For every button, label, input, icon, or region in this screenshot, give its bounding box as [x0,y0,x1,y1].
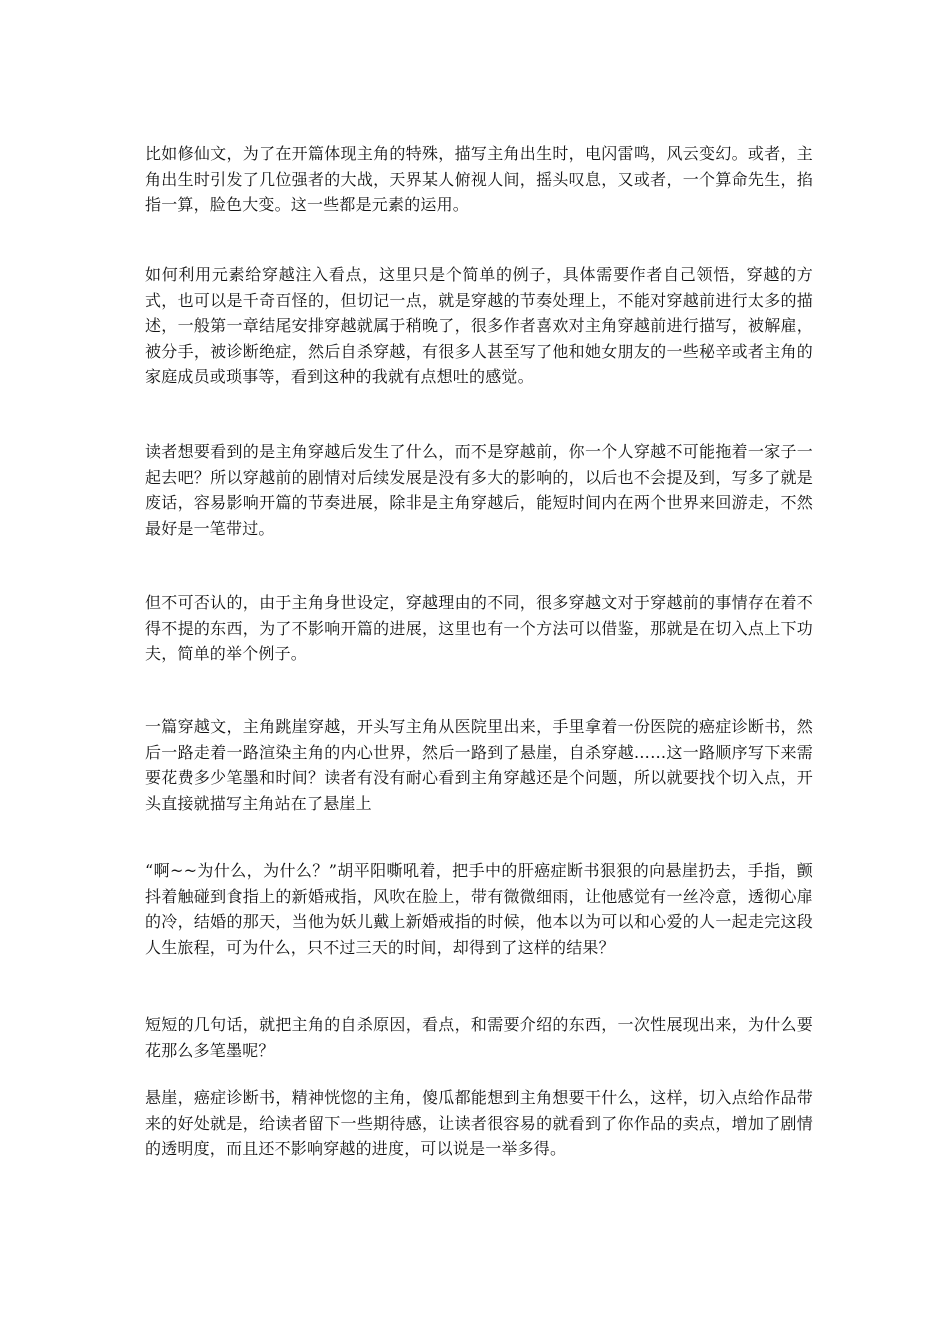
paragraph-story-excerpt: “啊~~为什么，为什么？”胡平阳嘶吼着，把手中的肝癌症断书狠狠的向悬崖扔去，手指，颤抖着触碰到食指上的新婚戒指，风吹在脸上，带有微微细雨，让他感觉有一丝冷意，透彻心扉的冷，结婚的那天，当他为妖儿戴上新婚戒指的时候，他本以为可以和心爱的人一起走完这段人生旅程，可为什么，只不过三天的时间，却得到了这样的结果？ [145,861,813,957]
paragraph-reader-expectations: 读者想要看到的是主角穿越后发生了什么，而不是穿越前，你一个人穿越不可能拖着一家子一起去吧？所以穿越前的剧情对后续发展是没有多大的影响的，以后也不会提及到，写多了就是废话，容易影响开篇的节奏进展，除非是主角穿越后，能短时间内在两个世界来回游走，不然最好是一笔带过。 [145,442,813,538]
paragraph-summary-question: 短短的几句话，就把主角的自杀原因，看点，和需要介绍的东西，一次性展现出来，为什么要花那么多笔墨呢？ [145,1015,813,1060]
paragraph-conclusion: 悬崖，癌症诊断书，精神恍惚的主角，傻瓜都能想到主角想要干什么，这样，切入点给作品带来的好处就是，给读者留下一些期待感，让读者很容易的就看到了你作品的卖点，增加了剧情的透明度，而且还不影响穿越的进度，可以说是一举多得。 [145,1088,813,1158]
paragraph-transmigration-pacing: 如何利用元素给穿越注入看点，这里只是个简单的例子，具体需要作者自己领悟，穿越的方式，也可以是千奇百怪的，但切记一点，就是穿越的节奏处理上，不能对穿越前进行太多的描述，一般第一章结尾安排穿越就属于稍晚了，很多作者喜欢对主角穿越前进行描写，被解雇，被分手，被诊断绝症，然后自杀穿越，有很多人甚至写了他和她女朋友的一些秘辛或者主角的家庭成员或琐事等，看到这种的我就有点想吐的感觉。 [145,265,813,386]
paragraph-entry-point-method: 但不可否认的，由于主角身世设定，穿越理由的不同，很多穿越文对于穿越前的事情存在着不得不提的东西，为了不影响开篇的进展，这里也有一个方法可以借鉴，那就是在切入点上下功夫，简单的举个例子。 [145,593,813,663]
paragraph-cultivation-example: 比如修仙文，为了在开篇体现主角的特殊，描写主角出生时，电闪雷鸣，风云变幻。或者，主角出生时引发了几位强者的大战，天界某人俯视人间，摇头叹息，又或者，一个算命先生，掐指一算，脸色大变。这一些都是元素的运用。 [145,144,813,214]
paragraph-cliff-example: 一篇穿越文，主角跳崖穿越，开头写主角从医院里出来，手里拿着一份医院的癌症诊断书，然后一路走着一路渲染主角的内心世界，然后一路到了悬崖，自杀穿越……这一路顺序写下来需要花费多少笔墨和时间？读者有没有耐心看到主角穿越还是个问题，所以就要找个切入点，开头直接就描写主角站在了悬崖上 [145,717,813,813]
